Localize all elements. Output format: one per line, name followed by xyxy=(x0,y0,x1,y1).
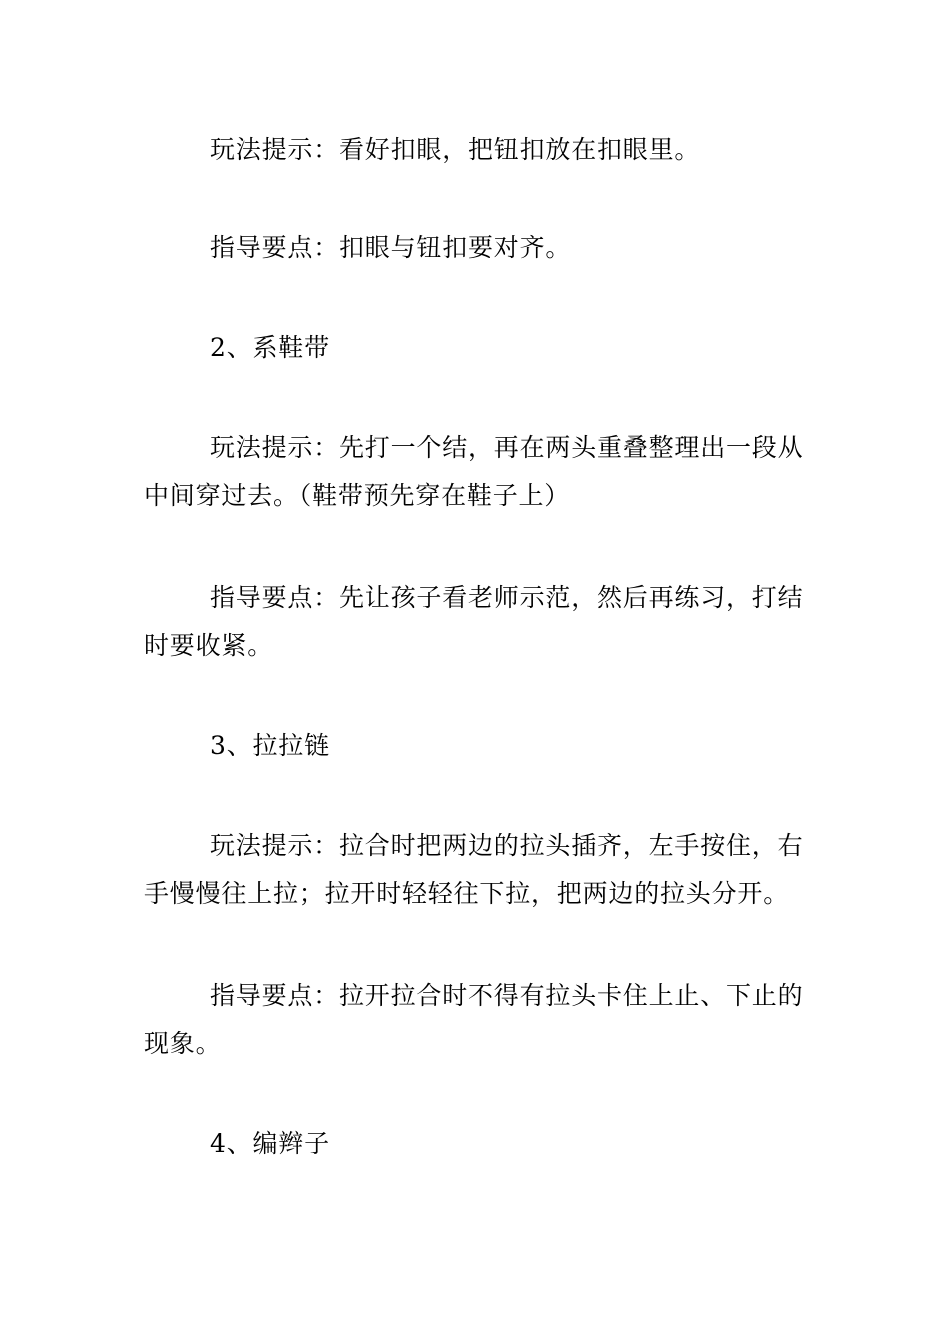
tip-paragraph-zipper: 玩法提示：拉合时把两边的拉头插齐，左手按住，右手慢慢往上拉；拉开时轻轻往下拉，把两边的拉头分开。 xyxy=(144,831,804,908)
tip-paragraph-shoelace: 玩法提示：先打一个结，再在两头重叠整理出一段从中间穿过去。（鞋带预先穿在鞋子上） xyxy=(144,433,804,510)
guide-paragraph-buttons: 指导要点：扣眼与钮扣要对齐。 xyxy=(210,233,572,262)
section-heading-braid: 4、编辫子 xyxy=(210,1129,330,1158)
guide-paragraph-zipper: 指导要点：拉开拉合时不得有拉头卡住上止、下止的现象。 xyxy=(144,981,804,1058)
tip-paragraph-buttons: 玩法提示：看好扣眼，把钮扣放在扣眼里。 xyxy=(210,135,701,164)
section-heading-zipper: 3、拉拉链 xyxy=(210,731,330,760)
section-heading-shoelace: 2、系鞋带 xyxy=(210,333,330,362)
guide-paragraph-shoelace: 指导要点：先让孩子看老师示范，然后再练习，打结时要收紧。 xyxy=(144,583,804,660)
